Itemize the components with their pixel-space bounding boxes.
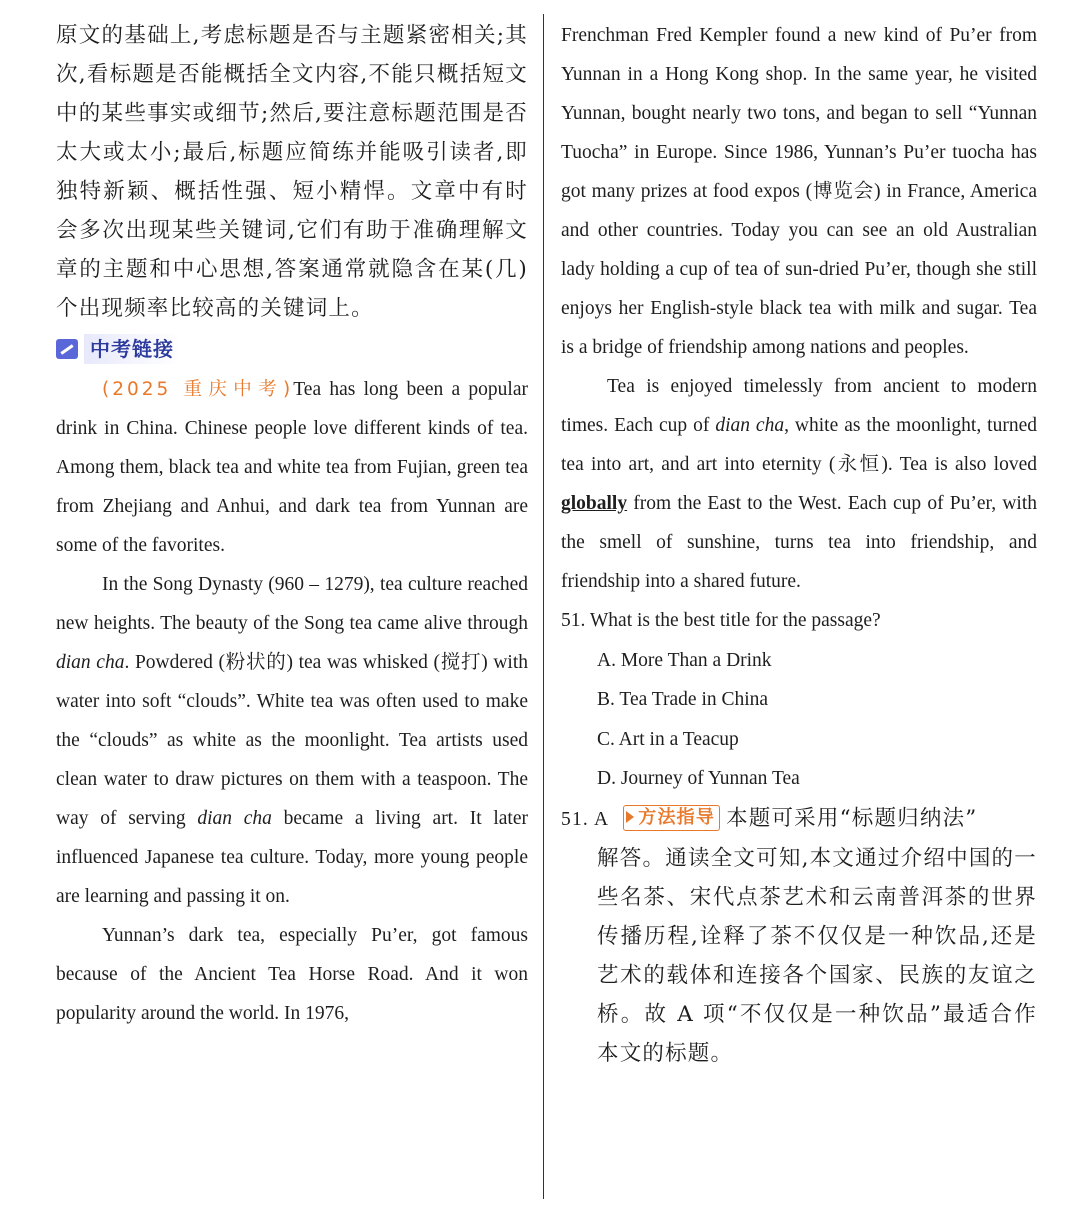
left-column: [56, 16, 528, 1033]
paragraph-1-text: Tea has long been a popular drink in China. Chinese people love different kinds of tea. Among them, black tea and white tea from Fujian, green tea from Zhejiang and Anhui, and dark tea from Yunnan are some of the favorites.: [56, 379, 528, 556]
option-a: A. More Than a Drink: [597, 649, 772, 671]
answer-first-line: 本题可采用“标题归纳法”: [726, 805, 978, 831]
p4-italic-term: dian cha: [715, 415, 785, 436]
play-icon: [626, 811, 634, 823]
passage-paragraph-2: [56, 565, 528, 916]
p2-text-a: In the Song Dynasty (960 – 1279), tea culture reached new heights. The beauty of the Song tea came alive through: [56, 574, 528, 634]
p4-text-b: , white as the moonlight, turned tea into art, and art into eternity (永恒). Tea is also loved: [561, 415, 1037, 475]
p4-text-c: from the East to the West. Each cup of Pu’er, with the smell of sunshine, turns tea into friendship, and friendship into a shared future.: [561, 493, 1037, 592]
option-d: D. Journey of Yunnan Tea: [597, 768, 800, 789]
exam-source: (2025 重庆中考): [102, 379, 294, 400]
method-guide-badge: [623, 805, 720, 831]
method-explanation: 原文的基础上,考虑标题是否与主题紧密相关;其次,看标题是否能概括全文内容,不能只概括短文中的某些事实或细节;然后,要注意标题范围是否太大或太小;最后,标题应简练并能吸引读者,即独特新颖、概括性强、短小精悍。文章中有时会多次出现某些关键词,它们有助于准确理解文章的主题和中心思想,答案通常就隐含在某(几)个出现频率比较高的关键词上。: [56, 23, 528, 321]
p2-text-b: . Powdered (粉状的) tea was whisked (搅打) with water into soft “clouds”. White tea was often used to make the “clouds” as white as the moonlight. Tea artists used clean water to draw pictures on them with a teaspoon. The way of serving: [56, 652, 529, 829]
passage-paragraph-1: [56, 370, 528, 565]
option-b: B. Tea Trade in China: [597, 689, 769, 710]
passage-paragraph-4: [561, 367, 1037, 601]
answer-block: [561, 799, 1037, 1074]
question-51: 51. What is the best title for the passage?: [561, 610, 881, 631]
p2-italic-term-2: dian cha: [197, 808, 272, 829]
answer-explanation: 解答。通读全文可知,本文通过介绍中国的一些名茶、宋代点茶艺术和云南普洱茶的世界传播历程,诠释了茶不仅仅是一种饮品,还是艺术的载体和连接各个国家、民族的友谊之桥。故 A 项“不仅仅是一种饮品”最适合作本文的标题。: [597, 846, 1037, 1066]
exam-link-header: [56, 329, 528, 369]
right-column: [561, 16, 1037, 1073]
p2-italic-term-1: dian cha: [56, 652, 125, 673]
method-guide-label: 方法指导: [638, 806, 716, 828]
column-divider: [543, 14, 544, 1199]
passage-paragraph-3-continued: Frenchman Fred Kempler found a new kind of Pu’er from Yunnan in a Hong Kong shop. In the same year, he visited Yunnan, bought nearly two tons, and began to sell “Yunnan Tuocha” in Europe. Since 1986, Yunnan’s Pu’er tuocha has got many prizes at food expos (博览会) in France, America and other countries. Today you can see an old Australian lady holding a cup of tea of sun-dried Pu’er, though she still enjoys her English-style black tea with milk and sugar. Tea is a bridge of friendship among nations and peoples.: [561, 25, 1037, 358]
passage-paragraph-3: Yunnan’s dark tea, especially Pu’er, got famous because of the Ancient Tea Horse Road. And it won popularity around the world. In 1976,: [56, 925, 528, 1024]
answer-number: 51. A: [561, 808, 610, 830]
p2-text-c: became a living art. It later influenced Japanese tea culture. Today, more young people are learning and passing it on.: [56, 808, 528, 907]
p4-bold-word: globally: [561, 493, 628, 514]
exam-link-title: 中考链接: [84, 334, 180, 364]
option-c: C. Art in a Teacup: [597, 728, 739, 750]
link-icon: [56, 339, 78, 359]
p4-text-a: Tea is enjoyed timelessly from ancient to modern times. Each cup of: [561, 376, 1037, 436]
